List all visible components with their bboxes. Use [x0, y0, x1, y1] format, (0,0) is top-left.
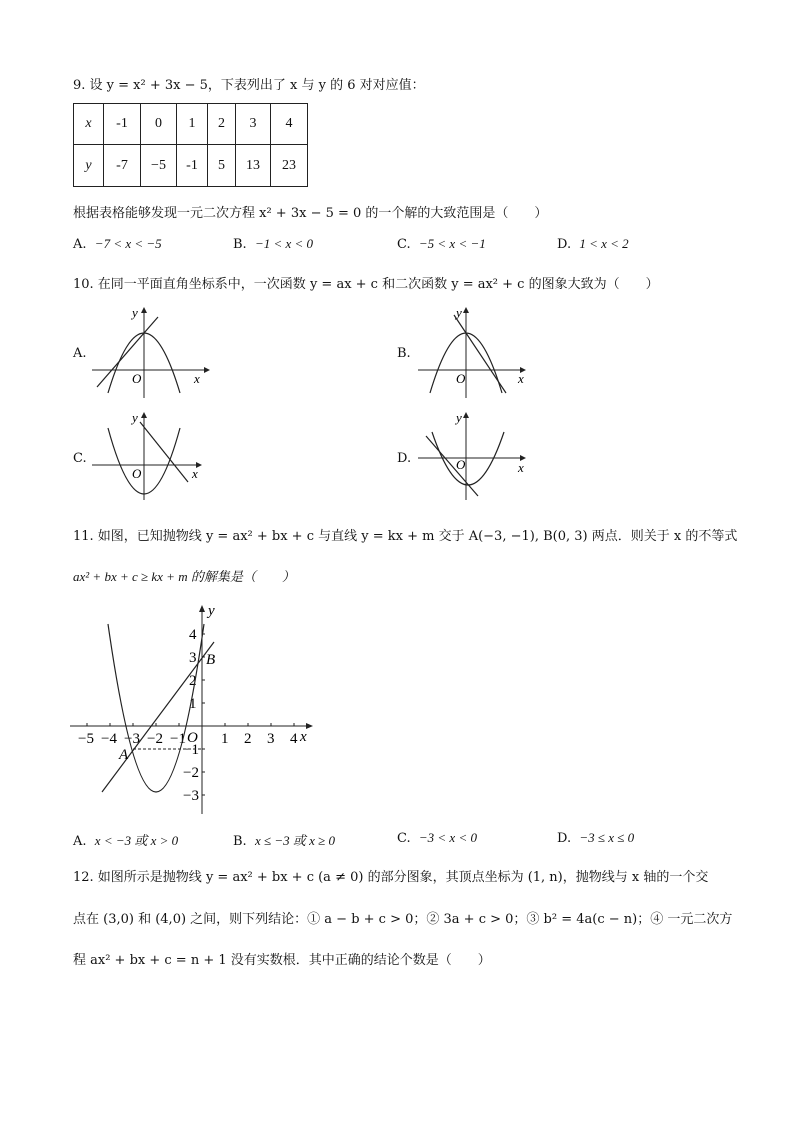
- option-text: −7 < x < −5: [94, 236, 162, 251]
- table-cell: −5: [141, 145, 177, 187]
- axis-y-label: y: [456, 410, 462, 425]
- y-tick-label: −3: [183, 788, 199, 804]
- q12-line1: 12. 如图所示是抛物线 y = ax² + bx + c (a ≠ 0) 的部分图象，其顶点坐标为 (1, n)，抛物线与 x 轴的一个交: [73, 870, 709, 885]
- table-cell: 13: [236, 145, 271, 187]
- x-tick-label: 3: [267, 731, 275, 747]
- x-tick-label: −1: [170, 731, 186, 747]
- table-header-y: y: [74, 145, 104, 187]
- y-tick-label: 3: [189, 650, 197, 666]
- q9-option-b[interactable]: [233, 236, 313, 252]
- table-row-y: [74, 145, 308, 187]
- table-row-x: [74, 104, 308, 145]
- option-text: x < −3 或 x > 0: [94, 833, 179, 848]
- axis-y-label: y: [132, 410, 138, 425]
- q10-option-d-label[interactable]: D.: [397, 451, 412, 466]
- q10-graph-a[interactable]: [92, 303, 212, 401]
- q11-option-c[interactable]: [397, 830, 477, 846]
- option-text: −3 < x < 0: [418, 830, 477, 845]
- axis-y-label: y: [132, 305, 138, 320]
- x-tick-label: −2: [147, 731, 163, 747]
- q11-option-d[interactable]: [557, 830, 634, 846]
- axis-x-label: x: [194, 371, 200, 386]
- q11-graph[interactable]: [70, 600, 330, 818]
- option-text: 1 < x < 2: [579, 236, 629, 251]
- q9-option-a[interactable]: [73, 236, 162, 252]
- y-tick-label: 1: [189, 696, 197, 712]
- q11-stem-line2: ax² + bx + c ≥ kx + m 的解集是（ ）: [73, 569, 295, 584]
- table-cell: 2: [208, 104, 236, 145]
- axis-y-label: y: [456, 305, 462, 320]
- table-cell: 23: [271, 145, 308, 187]
- table-cell: 0: [141, 104, 177, 145]
- option-label: D.: [557, 237, 572, 252]
- axis-x-label: x: [518, 460, 524, 475]
- origin-label: O: [132, 371, 142, 386]
- option-label: A.: [73, 834, 87, 849]
- origin-label: O: [456, 371, 466, 386]
- q10-option-b-label[interactable]: B.: [397, 346, 411, 361]
- line: [97, 317, 158, 387]
- y-tick-label: 4: [189, 627, 197, 643]
- option-label: A.: [73, 237, 87, 252]
- origin-label: O: [187, 730, 198, 746]
- q12-line3: 程 ax² + bx + c = n + 1 没有实数根．其中正确的结论个数是（ ）: [73, 953, 491, 968]
- q10-stem: 10. 在同一平面直角坐标系中，一次函数 y = ax + c 和二次函数 y = ax² + c 的图象大致为（ ）: [73, 277, 659, 292]
- table-cell: -1: [104, 104, 141, 145]
- q11-stem-line1: 11. 如图，已知抛物线 y = ax² + bx + c 与直线 y = kx + m 交于 A(−3, −1), B(0, 3) 两点．则关于 x 的不等式: [73, 529, 738, 544]
- option-label: D.: [557, 831, 572, 846]
- q9-option-d[interactable]: [557, 236, 629, 252]
- table-cell: -7: [104, 145, 141, 187]
- q10-graph-b[interactable]: [418, 303, 538, 401]
- point-a-label: A: [119, 747, 129, 763]
- x-tick-label: −5: [78, 731, 94, 747]
- option-label: C.: [397, 831, 411, 846]
- table-cell: 5: [208, 145, 236, 187]
- option-text: −5 < x < −1: [418, 236, 486, 251]
- q10-option-c-label[interactable]: C.: [73, 451, 87, 466]
- x-tick-label: 1: [221, 731, 229, 747]
- x-tick-label: −4: [101, 731, 117, 747]
- table-cell: 4: [271, 104, 308, 145]
- origin-label: O: [132, 466, 142, 481]
- table-cell: -1: [177, 145, 208, 187]
- q9-value-table: [73, 103, 308, 187]
- option-label: B.: [233, 237, 247, 252]
- table-header-x: x: [74, 104, 104, 145]
- option-text: x ≤ −3 或 x ≥ 0: [254, 833, 336, 848]
- point-b-label: B: [206, 652, 216, 668]
- option-label: C.: [397, 237, 411, 252]
- x-tick-label: 4: [290, 731, 298, 747]
- axis-x-label: x: [518, 371, 524, 386]
- origin-label: O: [456, 457, 466, 472]
- q11-option-b[interactable]: [233, 830, 335, 849]
- q9-question: 根据表格能够发现一元二次方程 x² + 3x − 5 = 0 的一个解的大致范围是（ ）: [73, 206, 548, 221]
- option-text: −3 ≤ x ≤ 0: [579, 830, 635, 845]
- axis-y-label: y: [208, 603, 215, 619]
- x-tick-label: −3: [124, 731, 140, 747]
- q9-option-c[interactable]: [397, 236, 486, 252]
- axis-x-label: x: [300, 729, 307, 745]
- x-tick-label: 2: [244, 731, 252, 747]
- q10-graph-c[interactable]: [92, 410, 212, 502]
- q11-option-a[interactable]: [73, 830, 178, 849]
- y-tick-label: 2: [189, 673, 197, 689]
- option-text: −1 < x < 0: [254, 236, 314, 251]
- table-cell: 3: [236, 104, 271, 145]
- q12-line2: 点在 (3,0) 和 (4,0) 之间，则下列结论：① a − b + c > 0；② 3a + c > 0；③ b² = 4a(c − n)；④ 一元二次方: [73, 912, 733, 927]
- q10-graph-d[interactable]: [418, 410, 538, 502]
- option-label: B.: [233, 834, 247, 849]
- q10-option-a-label[interactable]: A.: [73, 346, 87, 361]
- q9-stem: 9. 设 y = x² + 3x − 5，下表列出了 x 与 y 的 6 对对应值：: [73, 78, 425, 93]
- y-tick-label: −2: [183, 765, 199, 781]
- line: [426, 436, 478, 496]
- table-cell: 1: [177, 104, 208, 145]
- axis-x-label: x: [192, 466, 198, 481]
- y-tick-label: −1: [183, 742, 199, 758]
